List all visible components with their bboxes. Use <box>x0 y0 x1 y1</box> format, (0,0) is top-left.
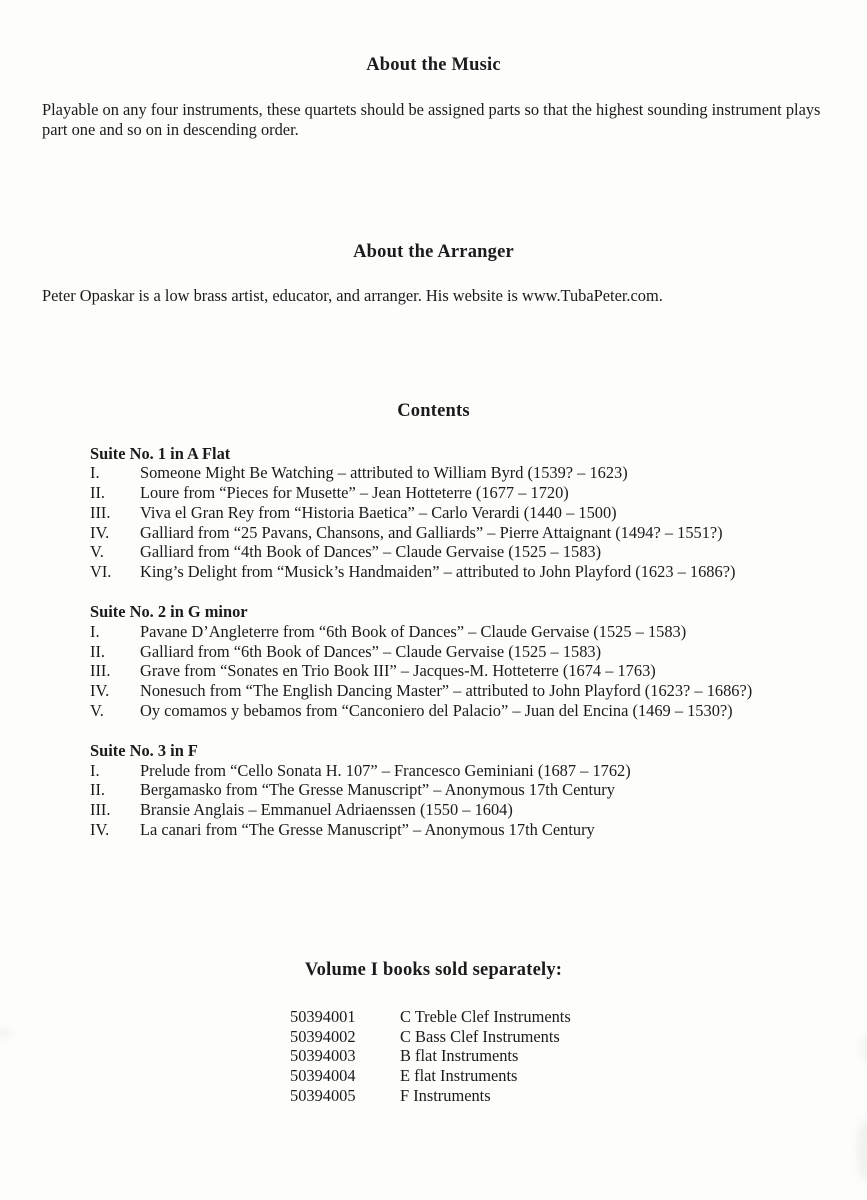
catalog-number: 50394001 <box>290 1006 356 1026</box>
movement-title: King’s Delight from “Musick’s Handmaiden” – attributed to John Playford (1623 – 1686?) <box>140 562 736 582</box>
movement-numeral: V. <box>90 701 104 721</box>
movement-title: Bransie Anglais – Emmanuel Adriaenssen (1550 – 1604) <box>140 800 513 820</box>
suite-2-title: Suite No. 2 in G minor <box>90 602 248 622</box>
movement-numeral: VI. <box>90 562 112 582</box>
book-label: E flat Instruments <box>400 1065 518 1085</box>
book-label: C Treble Clef Instruments <box>400 1006 571 1026</box>
movement-title: Pavane D’Angleterre from “6th Book of Dances” – Claude Gervaise (1525 – 1583) <box>140 621 687 641</box>
contents-heading: Contents <box>397 400 470 421</box>
catalog-number: 50394004 <box>290 1065 356 1085</box>
catalog-number: 50394005 <box>290 1085 356 1105</box>
book-row <box>290 1086 867 1106</box>
movement-numeral: IV. <box>90 522 110 542</box>
catalog-number: 50394002 <box>290 1026 356 1046</box>
movement-title: Galliard from “4th Book of Dances” – Claude Gervaise (1525 – 1583) <box>140 542 602 562</box>
movement-row <box>90 800 837 820</box>
scan-artifact <box>0 1028 10 1038</box>
movement-row <box>90 780 837 800</box>
suite-3-section <box>90 741 837 840</box>
movement-numeral: I. <box>90 621 100 641</box>
movement-row <box>90 701 837 721</box>
movement-row <box>90 523 837 543</box>
movement-title: Loure from “Pieces for Musette” – Jean Hotteterre (1677 – 1720) <box>140 483 569 503</box>
movement-title: Prelude from “Cello Sonata H. 107” – Francesco Geminiani (1687 – 1762) <box>140 760 631 780</box>
movement-numeral: I. <box>90 463 100 483</box>
about-arranger-heading: About the Arranger <box>353 242 514 262</box>
movement-numeral: III. <box>90 661 111 681</box>
movement-numeral: V. <box>90 542 104 562</box>
scan-artifact <box>857 1120 867 1180</box>
book-label: F Instruments <box>400 1085 491 1105</box>
volume-book-list <box>290 1007 867 1106</box>
movement-numeral: III. <box>90 800 111 820</box>
movement-title: Galliard from “6th Book of Dances” – Claude Gervaise (1525 – 1583) <box>140 641 602 661</box>
about-music-text: Playable on any four instruments, these quartets should be assigned parts so that the highest sounding instrument plays part one and so on in descending order. <box>42 100 821 139</box>
movement-row <box>90 503 837 523</box>
movement-title: Galliard from “25 Pavans, Chansons, and Galliards” – Pierre Attaignant (1494? – 1551?) <box>140 522 723 542</box>
book-label: C Bass Clef Instruments <box>400 1026 560 1046</box>
about-arranger-text: Peter Opaskar is a low brass artist, educator, and arranger. His website is www.TubaPeter.com. <box>42 286 663 305</box>
book-row <box>290 1066 867 1086</box>
book-row <box>290 1046 867 1066</box>
about-music-heading: About the Music <box>366 55 501 75</box>
movement-title: La canari from “The Gresse Manuscript” – Anonymous 17th Century <box>140 820 595 840</box>
movement-row <box>90 642 837 662</box>
movement-title: Viva el Gran Rey from “Historia Baetica” – Carlo Verardi (1440 – 1500) <box>140 502 617 522</box>
suite-1-title: Suite No. 1 in A Flat <box>90 443 231 463</box>
movement-numeral: IV. <box>90 820 110 840</box>
movement-row <box>90 483 837 503</box>
movement-title: Nonesuch from “The English Dancing Master” – attributed to John Playford (1623? – 1686?) <box>140 681 753 701</box>
movement-row <box>90 463 837 483</box>
suite-1-section <box>90 444 837 583</box>
suite-3-title: Suite No. 3 in F <box>90 740 198 760</box>
movement-row <box>90 681 837 701</box>
volumes-heading: Volume I books sold separately: <box>304 959 563 980</box>
movement-row <box>90 622 837 642</box>
movement-numeral: II. <box>90 483 106 503</box>
contents-list <box>90 444 837 840</box>
suite-2-section <box>90 602 837 721</box>
movement-row <box>90 542 837 562</box>
movement-title: Oy comamos y bebamos from “Canconiero del Palacio” – Juan del Encina (1469 – 1530?) <box>140 701 733 721</box>
movement-row <box>90 562 837 582</box>
book-row <box>290 1027 867 1047</box>
movement-numeral: II. <box>90 641 106 661</box>
catalog-number: 50394003 <box>290 1046 356 1066</box>
book-row <box>290 1007 867 1027</box>
movement-title: Bergamasko from “The Gresse Manuscript” – Anonymous 17th Century <box>140 780 615 800</box>
movement-row <box>90 661 837 681</box>
movement-title: Grave from “Sonates en Trio Book III” – Jacques-M. Hotteterre (1674 – 1763) <box>140 661 656 681</box>
movement-numeral: III. <box>90 502 111 522</box>
movement-numeral: IV. <box>90 681 110 701</box>
movement-numeral: II. <box>90 780 106 800</box>
movement-title: Someone Might Be Watching – attributed to William Byrd (1539? – 1623) <box>140 463 628 483</box>
movement-numeral: I. <box>90 760 100 780</box>
movement-row <box>90 761 837 781</box>
movement-row <box>90 820 837 840</box>
book-label: B flat Instruments <box>400 1046 519 1066</box>
